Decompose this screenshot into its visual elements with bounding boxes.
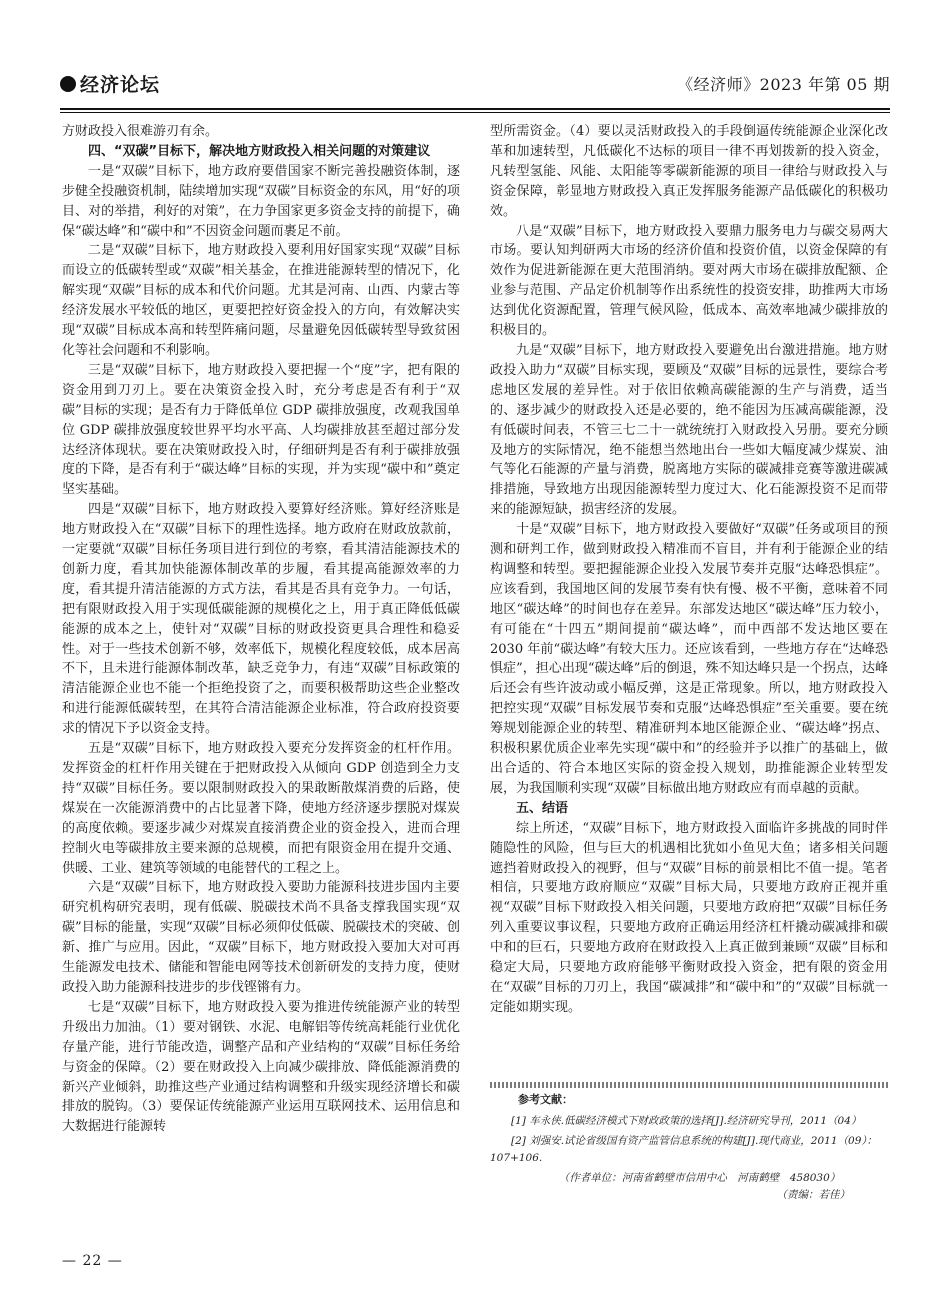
journal-issue: 《经济师》2023 年第 05 期: [677, 75, 890, 94]
paragraph: 二是“双碳”目标下，地方财政投入要利用好国家实现“双碳”目标而设立的低碳转型或“双碳”相关基金，在推进能源转型的情况下，化解实现“双碳”目标的成本和代价问题。尤其是河南、山西、内蒙古等经济发展水平较低的地区，更要把控好资金投入的方向，有效解决实现“双碳”目标成本高和转型阵痛问题，尽量避免因低碳转型导致贫困化等社会问题和不利影响。: [62, 243, 460, 358]
left-column: [62, 122, 460, 1137]
header-rule: [60, 108, 890, 110]
references-divider: [490, 1082, 888, 1088]
paragraph: 五是“双碳”目标下，地方财政投入要充分发挥资金的杠杆作用。发挥资金的杠杆作用关键在于把财政投入从倾向 GDP 创造到全力支持“双碳”目标任务。要以限制财政投入的果敢断散煤消费的后路，使煤炭在一次能源消费中的占比显著下降，使地方经济逐步摆脱对煤炭的高度依赖。要逐步减少对煤炭直接消费企业的资金投入，进而合理控制火电等碳排放主要来源的总规模，而把有限资金用在提升交通、供暖、工业、建筑等领域的电能替代的工程之上。: [62, 741, 460, 876]
references-title: 参考文献：: [518, 1093, 573, 1106]
paragraph: 八是“双碳”目标下，地方财政投入要鼎力服务电力与碳交易两大市场。要认知判研两大市场的经济价值和投资价值，以资金保障的有效作为促进新能源在更大范围消纳。要对两大市场在碳排放配额、企业参与范围、产品定价机制等作出系统性的投资安排，助推两大市场达到优化资源配置，管理气候风险，低成本、高效率地减少碳排放的积极目的。: [490, 223, 888, 339]
paragraph: 六是“双碳”目标下，地方财政投入要助力能源科技进步国内主要研究机构研究表明，现有低碳、脱碳技术尚不具备支撑我国实现“双碳”目标的能量，实现“双碳”目标必须仰仗低碳、脱碳技术的突破、创新、推广与应用。因此，“双碳”目标下，地方财政投入要加大对可再生能源发电技术、储能和智能电网等技术创新研发的支持力度，使财政投入助力能源科技进步的步伐铿锵有力。: [62, 880, 460, 995]
paragraph: 四是“双碳”目标下，地方财政投入要算好经济账。算好经济账是地方财政投入在“双碳”目标下的理性选择。地方政府在财政放款前，一定要就“双碳”目标任务项目进行到位的考察，看其清洁能源技术的创新力度，看其加快能源体制改革的步履，看其提高能源效率的力度，看其提升清洁能源的方式方法，看其是否具有竞争力。一句话，把有限财政投入用于实现低碳能源的规模化之上，用于真正降低低碳能源的成本之上，使针对“双碳”目标的财政投资更具合理性和稳妥性。对于一些技术创新不够，效率低下，规模化程度较低，成本居高不下，且未进行能源体制改革，缺乏竞争力，有违“双碳”目标政策的清洁能源企业也不能一个拒绝投资了之，而要积极帮助这些企业整改和进行能源低碳转型，在其符合清洁能源企业标准，符合政府投资要求的情况下予以资金支持。: [62, 502, 460, 737]
references: [490, 1092, 888, 1203]
section-heading: 四、“双碳”目标下，解决地方财政投入相关问题的对策建议: [88, 143, 431, 159]
editor-credit: （责编：若佳）: [776, 1188, 850, 1201]
reference-item: [2] 刘强安.试论省级国有资产监管信息系统的构建[J].现代商业，2011（09）：107+106.: [490, 1135, 878, 1164]
paragraph: 型所需资金。（4）要以灵活财政投入的手段倒逼传统能源企业深化改革和加速转型，凡低碳化不达标的项目一律不再划拨新的投入资金，凡转型氢能、风能、太阳能等零碳新能源的项目一律给与财政投入与资金保障，彰显地方财政投入真正发挥服务能源产品低碳化的积极功效。: [490, 124, 888, 219]
paragraph: 三是“双碳”目标下，地方财政投入要把握一个“度”字，把有限的资金用到刀刃上。要在决策资金投入时，充分考虑是否有利于“双碳”目标的实现；是否有力于降低单位 GDP 碳排放强度，改观我国单位 GDP 碳排放强度较世界平均水平高、人均碳排放甚至超过部分发达经济体现状。要在决策财政投入时，仔细研判是否有利于碳排放强度的下降，是否有利于“碳达峰”目标的实现，并为实现“碳中和”奠定坚实基础。: [62, 362, 460, 498]
page-header: [60, 68, 890, 108]
page-number: — 22 —: [62, 1253, 123, 1269]
paragraph: 十是“双碳”目标下，地方财政投入要做好“双碳”任务或项目的预测和研判工作，做到财政投入精准而不盲目，并有利于能源企业的结构调整和转型。要把握能源企业投入发展节奏并克服“达峰恐惧症”。应该看到，我国地区间的发展节奏有快有慢、极不平衡，意味着不同地区“碳达峰”的时间也存在差异。东部发达地区“碳达峰”压力较小，有可能在“十四五”期间提前“碳达峰”，而中西部不发达地区要在 2030 年前“碳达峰”有较大压力。还应该看到，一些地方存在“达峰恐惧症”，担心出现“碳达峰”后的倒退，殊不知达峰只是一个拐点，达峰后还会有些许波动或小幅反弹，这是正常现象。所以，地方财政投入把控实现“双碳”目标发展节奏和克服“达峰恐惧症”至关重要。要在统筹规划能源企业的转型、精准研判本地区能源企业、“碳达峰”拐点、积极积累优质企业率先实现“碳中和”的经验并予以推广的基础上，做出合适的、符合本地区实际的资金投入规划，助推能源企业转型发展，为我国顺利实现“双碳”目标做出地方财政应有而卓越的贡献。: [490, 522, 888, 796]
paragraph: 综上所述，“双碳”目标下，地方财政投入面临许多挑战的同时伴随隐性的风险，但与巨大的机遇相比犹如小鱼见大鱼；诸多相关问题遮挡着财政投入的视野，但与“双碳”目标的前景相比不值一提。笔者相信，只要地方政府顺应“双碳”目标大局，只要地方政府正视并重视“双碳”目标下财政投入相关问题，只要地方政府把“双碳”目标任务列入重要议事议程，只要地方政府正确运用经济杠杆撬动碳减排和碳中和的巨石，只要地方政府在财政投入上真正做到兼顾“双碳”目标和稳定大局，只要地方政府能够平衡财政投入资金，把有限的资金用在“双碳”目标的刀刃上，我国“碳减排”和“碳中和”的“双碳”目标就一定能如期实现。: [490, 820, 888, 1015]
paragraph: 方财政投入很难游刃有余。: [62, 124, 219, 139]
header-rule-thin: [60, 112, 890, 113]
right-column: [490, 122, 888, 1018]
paragraph: 一是“双碳”目标下，地方政府要借国家不断完善投融资体制，逐步健全投融资机制，陆续增加实现“双碳”目标资金的东风，用“好的项目、对的举措，利好的对策”，在力争国家更多资金支持的前提下，确保“碳达峰”和“碳中和”不因资金问题而裹足不前。: [62, 163, 460, 239]
paragraph: 七是“双碳”目标下，地方财政投入要为推进传统能源产业的转型升级出力加油。（1）要对钢铁、水泥、电解铝等传统高耗能行业优化存量产能，进行节能改造，调整产品和产业结构的“双碳”目标任务给与资金的保障。（2）要在财政投入上向减少碳排放、降低能源消费的新兴产业倾斜，助推这些产业通过结构调整和升级实现经济增长和碳排放的脱钩。（3）要保证传统能源产业运用互联网技术、运用信息和大数据进行能源转: [62, 999, 460, 1135]
section-heading: 五、结语: [516, 800, 569, 816]
section-bullet-icon: [60, 76, 76, 92]
section-title: 经济论坛: [80, 74, 161, 96]
author-affiliation: （作者单位：河南省鹤壁市信用中心 河南鹤壁 458030）: [558, 1172, 841, 1184]
paragraph: 九是“双碳”目标下，地方财政投入要避免出台激进措施。地方财政投入助力“双碳”目标实现，要顾及“双碳”目标的远景性，要综合考虑地区发展的差异性。对于依旧依赖高碳能源的生产与消费，适当的、逐步减少的财政投入还是必要的，绝不能因为压减高碳能源，没有低碳时间表，不管三七二十一就统统打入财政投入另册。要充分顾及地方的实际情况，绝不能想当然地出台一些如大幅度减少煤炭、油气等化石能源的产量与消费，脱离地方实际的碳减排竞赛等激进碳减排措施，导致地方出现因能源转型力度过大、化石能源投资不足而带来的能源短缺，损害经济的发展。: [490, 342, 888, 518]
reference-item: [1] 车永侠.低碳经济模式下财政政策的选择[J].经济研究导刊，2011（04）: [511, 1114, 862, 1127]
